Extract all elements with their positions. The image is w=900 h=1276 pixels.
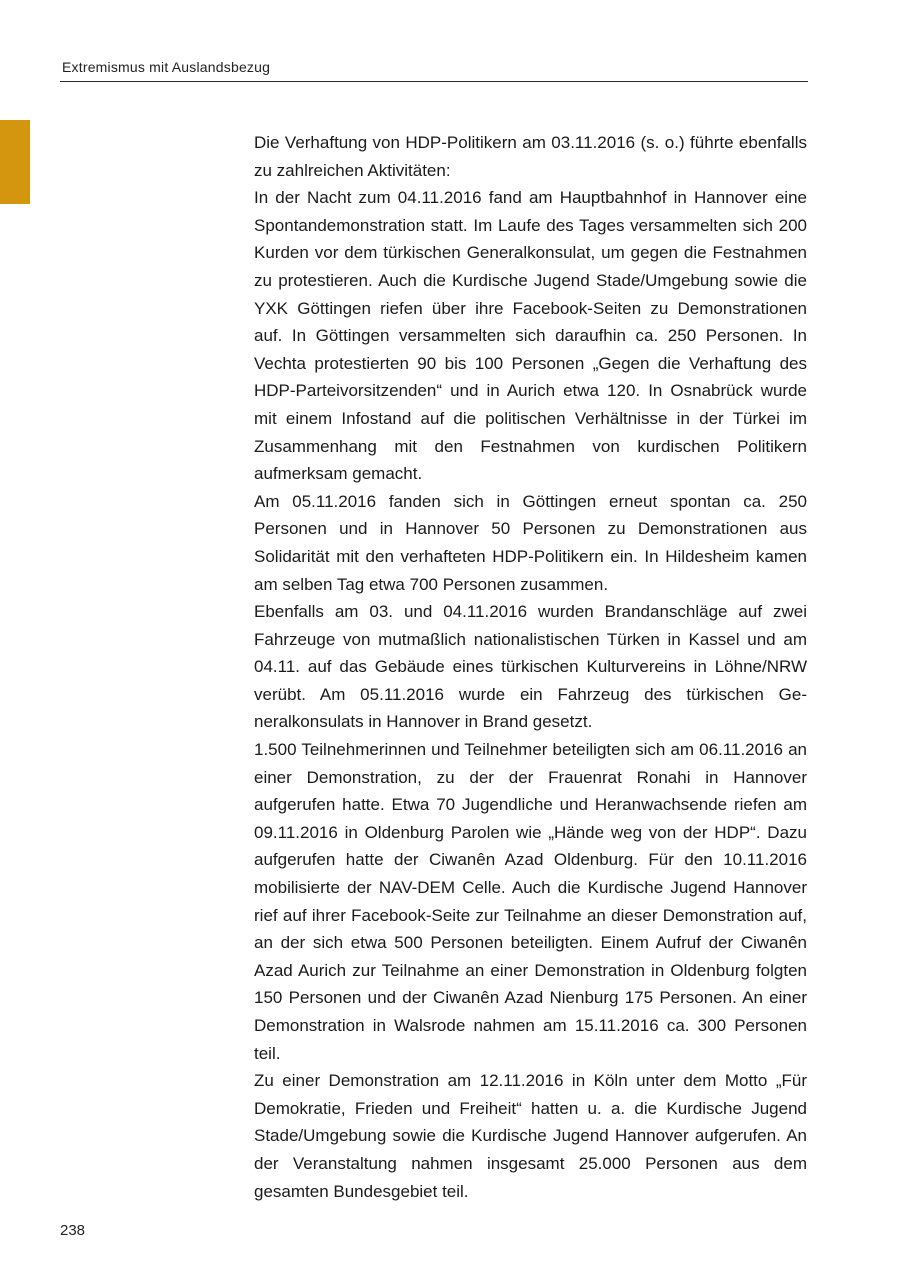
paragraph: Zu einer Demonstration am 12.11.2016 in Köln unter dem Motto „Für Demokratie, Frieden und Freiheit“ hatten u. a. die Kurdische Jugend Stade/Umgebung sowie die Kurdische Jugend Hannover aufgerufen. An der Veranstaltung nahmen insgesamt 25.000 Personen aus dem gesamten Bundesgebiet teil.: [254, 1071, 807, 1201]
chapter-marker-tab: [0, 120, 30, 204]
page-number: 238: [60, 1222, 86, 1239]
paragraph: Die Verhaftung von HDP-Politikern am 03.11.2016 (s. o.) führte ebenfalls zu zahlreichen Aktivitäten:: [254, 133, 807, 180]
paragraph: Ebenfalls am 03. und 04.11.2016 wurden Brandanschläge auf zwei Fahrzeuge von mutmaßlich nationalistischen Türken in Kassel und am 04.11. auf das Gebäude eines türkischen Kulturvereins in Löhne/​NRW verübt. Am 05.11.2016 wurde ein Fahrzeug des türkischen Generalkonsulats in Hannover in Brand gesetzt.: [254, 602, 807, 732]
body-text: [254, 129, 807, 1205]
paragraph: 1.500 Teilnehmerinnen und Teilnehmer beteiligten sich am 06.11.2016 an einer Demonstration, zu der der Frauenrat Ronahi in Hannover aufgerufen hatte. Etwa 70 Jugendliche und Heranwachsende riefen am 09.11.2016 in Oldenburg Parolen wie „Hände weg von der HDP“. Dazu aufgerufen hatte der Ciwanên Azad Oldenburg. Für den 10.11.2016 mobilisierte der NAV-DEM Celle. Auch die Kurdische Jugend Hannover rief auf ihrer Facebook-Seite zur Teilnahme an dieser Demonstration auf, an der sich etwa 500 Personen beteiligten. Einem Aufruf der Ciwanên Azad Aurich zur Teilnahme an einer Demonstration in Oldenburg folgten 150 Personen und der Ciwanên Azad Nienburg 175 Personen. An einer Demonstration in Walsrode nahmen am 15.11.2016 ca. 300 Personen teil.: [254, 740, 807, 1063]
chapter-title: Extremismus mit Auslandsbezug: [62, 59, 271, 75]
paragraph: In der Nacht zum 04.11.2016 fand am Hauptbahnhof in Hannover eine Spontandemonstration statt. Im Laufe des Tages versammelten sich 200 Kurden vor dem türkischen Generalkonsulat, um gegen die Festnahmen zu protestieren. Auch die Kurdische Jugend Stade/Umgebung sowie die YXK Göttingen riefen über ihre Facebook-Seiten zu Demonstrationen auf. In Göttingen versammelten sich daraufhin ca. 250 Personen. In Vechta protestierten 90 bis 100 Personen „Gegen die Verhaftung des HDP-Parteivorsitzenden“ und in Aurich etwa 120. In Osnabrück wurde mit einem Infostand auf die politischen Verhältnisse in der Türkei im Zusammenhang mit den Festnahmen von kurdischen Politikern aufmerksam gemacht.: [254, 188, 807, 484]
running-header: [60, 57, 808, 82]
paragraph: Am 05.11.2016 fanden sich in Göttingen erneut spontan ca. 250 Personen und in Hannover 50 Personen zu Demonstrationen aus Solidarität mit den verhafteten HDP-Politikern ein. In Hildesheim kamen am selben Tag etwa 700 Personen zusammen.: [254, 491, 807, 594]
